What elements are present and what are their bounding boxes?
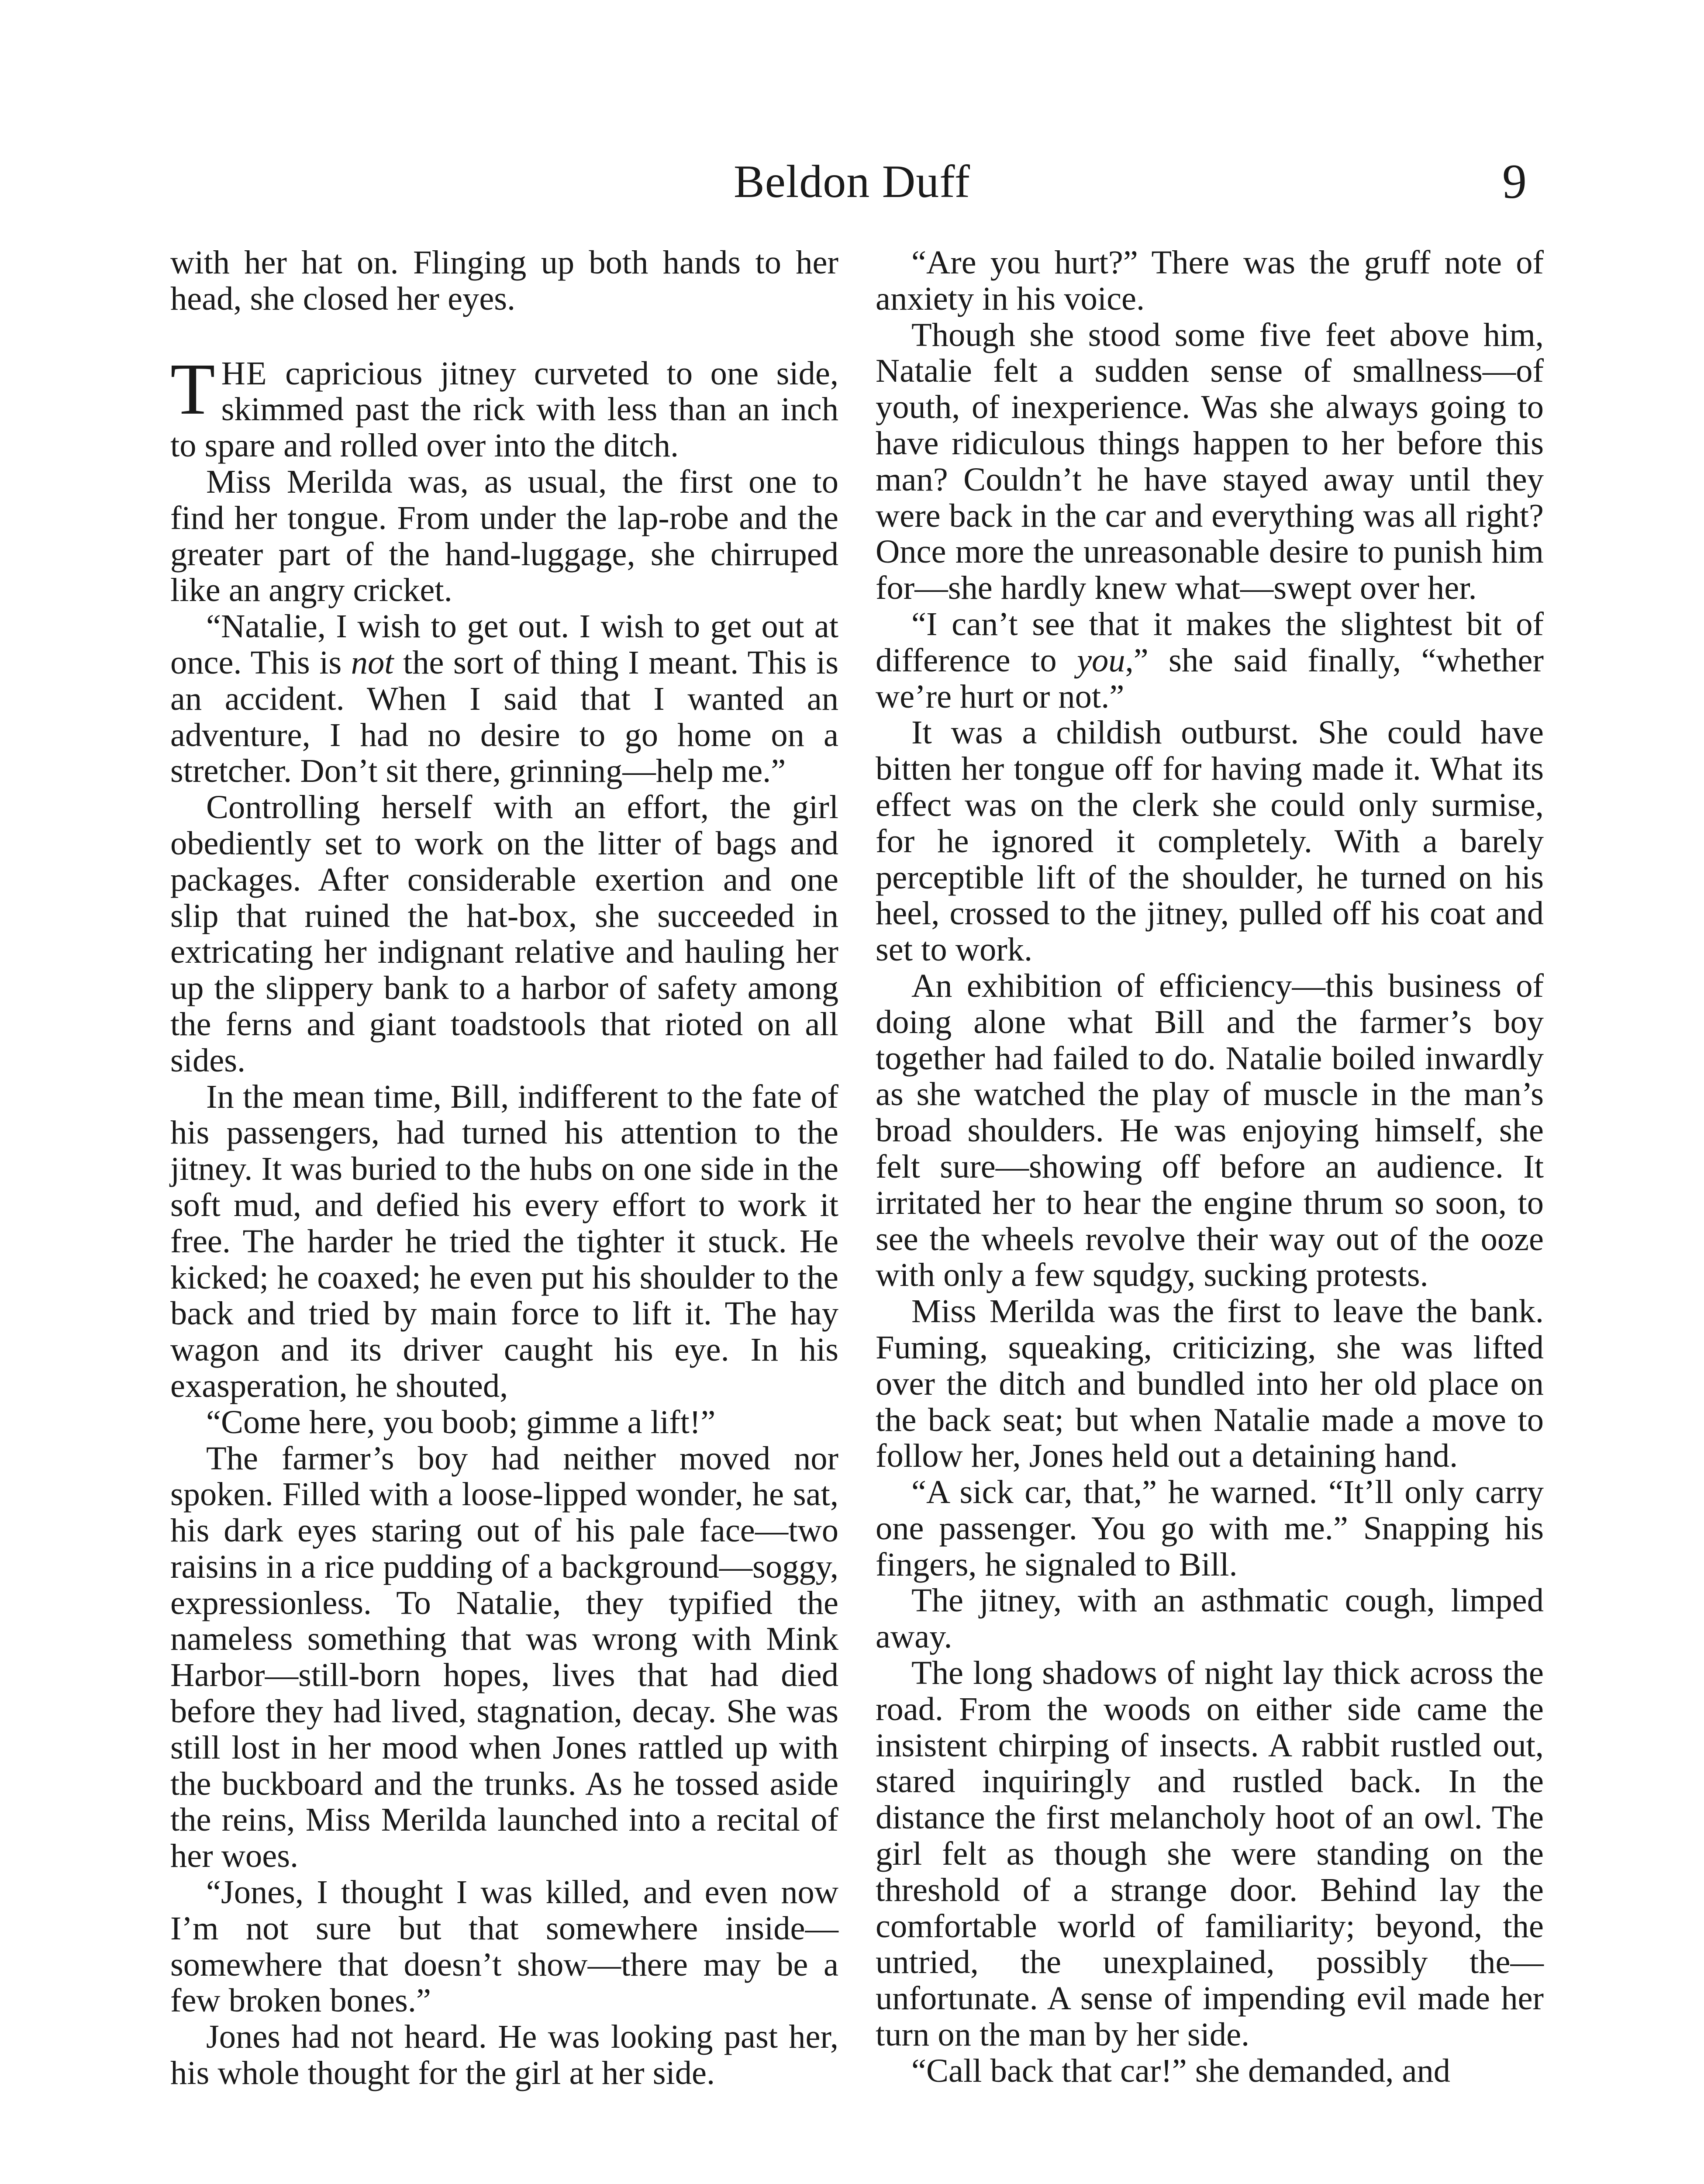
- page-number: 9: [1502, 155, 1527, 209]
- drop-cap: T: [170, 348, 215, 430]
- section-break: [170, 317, 838, 356]
- small-caps-opening: HE: [221, 354, 268, 392]
- paragraph: It was a childish outburst. She could have bitten her tongue off for having made it. What its effect was on the clerk she could only surmise, for he ignored it completely. With a barely perceptible lift of the shoulder, he turned on his heel, crossed to the jitney, pulled off his coat and set to work.: [876, 714, 1544, 968]
- paragraph-text: “Natalie, I wish to get out. I wish to get out at once. This is: [170, 608, 838, 681]
- paragraph: An exhibition of efficiency—this business of doing alone what Bill and the farmer’s boy together had failed to do. Natalie boiled inwardly as she watched the play of muscle in the man’s broad shoulders. He was enjoying himself, she felt sure—showing off before an audience. It irritated her to hear the engine thrum so soon, to see the wheels revolve their way out of the ooze with only a few squdgy, sucking protests.: [876, 967, 1544, 1294]
- drop-cap-paragraph: [170, 348, 838, 464]
- paragraph-text: “I can’t see that it makes the slightest bit of difference to: [876, 605, 1544, 679]
- paragraph: The farmer’s boy had neither moved nor spoken. Filled with a loose-lipped wonder, he sat, his dark eyes staring out of his pale face—two raisins in a rice pudding of a background—soggy, expressionless. To Natalie, they typified the nameless something that was wrong with Mink Harbor—still-born hopes, lives that had died before they had lived, stagnation, decay. She was still lost in her mood when Jones rattled up with the buckboard and the trunks. As he tossed aside the reins, Miss Merilda launched into a recital of her woes.: [170, 1439, 838, 1875]
- paragraph: “Are you hurt?” There was the gruff note of anxiety in his voice.: [876, 244, 1544, 317]
- paragraph: [876, 606, 1544, 715]
- paragraph: Jones had not heard. He was looking past her, his whole thought for the girl at her side.: [170, 2018, 838, 2092]
- paragraph: “Jones, I thought I was killed, and even now I’m not sure but that somewhere inside—somewhere that doesn’t show—there may be a few broken bones.”: [170, 1873, 838, 2019]
- paragraph: “Call back that car!” she demanded, and: [911, 2052, 1451, 2089]
- paragraph-text: ,” she said finally, “whether we’re hurt or not.”: [876, 641, 1544, 715]
- left-column: [170, 245, 838, 2091]
- paragraph: The long shadows of night lay thick across the road. From the woods on either side came the insistent chirping of insects. A rabbit rustled out, stared inquiringly and rustled back. In the distance the first melancholy hoot of an owl. The girl felt as though she were standing on the threshold of a strange door. Behind lay the comfortable world of familiarity; beyond, the untried, the unexplained, possibly the—unfortunate. A sense of impending evil made her turn on the man by her side.: [876, 1654, 1544, 2053]
- paragraph: In the mean time, Bill, indifferent to the fate of his passengers, had turned his attention to the jitney. It was buried to the hubs on one side in the soft mud, and defied his every effort to work it free. The harder he tried the tighter it stuck. He kicked; he coaxed; he even put his shoulder to the back and tried by main force to lift it. The hay wagon and its driver caught his eye. In his exasperation, he shouted,: [170, 1078, 838, 1404]
- paragraph-text: capricious jitney curveted to one side, skimmed past the rick with less than an inch to spare and rolled over into the ditch.: [170, 354, 838, 464]
- right-column: [876, 245, 1544, 2089]
- running-head-title: Beldon Duff: [734, 156, 970, 207]
- paragraph: “A sick car, that,” he warned. “It’ll only carry one passenger. You go with me.” Snapping his fingers, he signaled to Bill.: [876, 1473, 1544, 1583]
- emphasis: you: [1077, 641, 1125, 679]
- paragraph: Controlling herself with an effort, the girl obediently set to work on the litter of bags and packages. After considerable exertion and one slip that ruined the hat-box, she succeeded in extricating her indignant relative and hauling her up the slippery bank to a harbor of safety among the ferns and giant toadstools that rioted on all sides.: [170, 788, 838, 1079]
- paragraph: [170, 608, 838, 789]
- paragraph: “Come here, you boob; gimme a lift!”: [206, 1403, 716, 1441]
- paragraph-text: the sort of thing I meant. This is an accident. When I said that I wanted an adventure, I had no desire to go home on a stretcher. Don’t sit there, grinning—help me.”: [170, 643, 838, 790]
- paragraph: Miss Merilda was the first to leave the bank. Fuming, squeaking, criticizing, she was lifted over the ditch and bundled into her old place on the back seat; but when Natalie made a move to follow her, Jones held out a detaining hand.: [876, 1292, 1544, 1475]
- paragraph: Miss Merilda was, as usual, the first one to find her tongue. From under the lap-robe and the greater part of the hand-luggage, she chirruped like an angry cricket.: [170, 463, 838, 609]
- paragraph: The jitney, with an asthmatic cough, limped away.: [876, 1582, 1544, 1655]
- paragraph: with her hat on. Flinging up both hands to her head, she closed her eyes.: [170, 244, 838, 317]
- paragraph: Though she stood some five feet above him, Natalie felt a sudden sense of smallness—of youth, of inexperience. Was she always going to have ridiculous things happen to her before this man? Couldn’t he have stayed away until they were back in the car and everything was all right? Once more the unreasonable desire to punish him for—she hardly knew what—swept over her.: [876, 316, 1544, 607]
- emphasis: not: [351, 643, 394, 681]
